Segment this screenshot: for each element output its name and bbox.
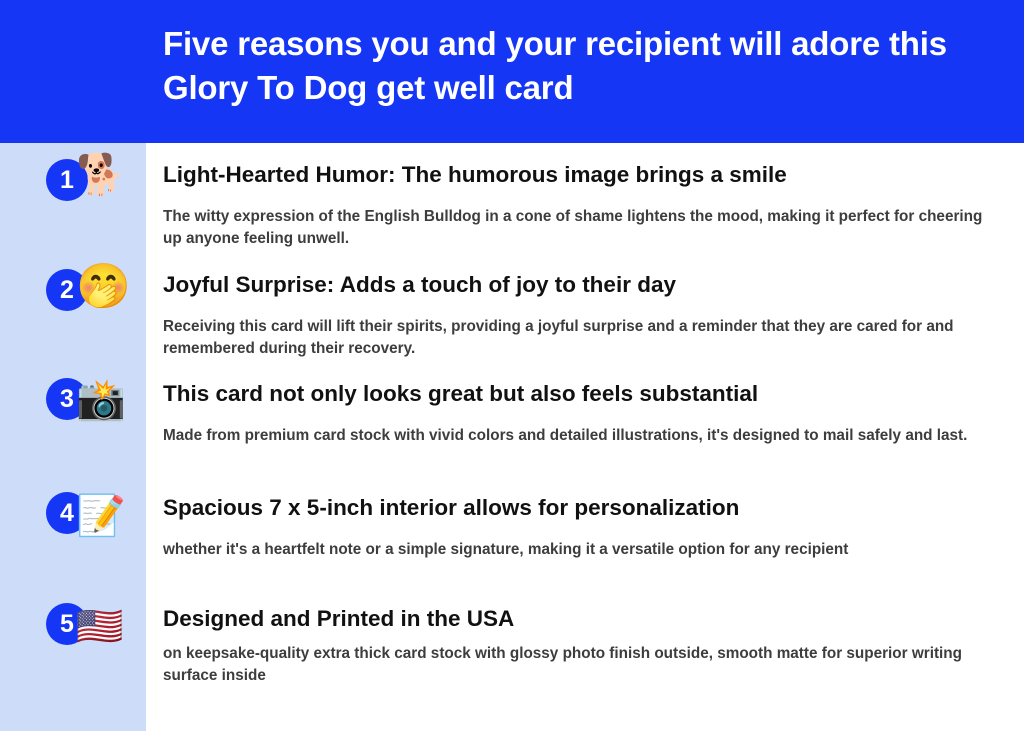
dog-icon: 🐕 <box>76 153 126 197</box>
reason-body: The witty expression of the English Bulldog in a cone of shame lightens the mood, making it perfect for cheering up anyone feeling unwell. <box>163 208 983 247</box>
reason-heading: Joyful Surprise: Adds a touch of joy to their day <box>163 272 676 297</box>
reason-number-badge: 3 <box>46 378 88 420</box>
badge-group <box>46 378 146 434</box>
writing-hand-note-icon: 📝 <box>76 494 126 538</box>
badge-group <box>46 153 146 215</box>
reason-body: whether it's a heartfelt note or a simple signature, making it a versatile option for any recipient <box>163 541 849 558</box>
reason-number-badge: 5 <box>46 603 88 645</box>
badge-group <box>46 492 146 548</box>
reason-number-badge: 1 <box>46 159 88 201</box>
badge-group <box>46 262 146 325</box>
reason-heading: Spacious 7 x 5-inch interior allows for personalization <box>163 495 740 520</box>
usa-flag-icon: 🇺🇸 <box>76 606 124 648</box>
reason-body: Receiving this card will lift their spirits, providing a joyful surprise and a reminder that they are cared for and remembered during their recovery. <box>163 318 954 357</box>
page-title: Five reasons you and your recipient will adore this Glory To Dog get well card <box>163 25 947 106</box>
reason-heading: Light-Hearted Humor: The humorous image brings a smile <box>163 162 787 187</box>
reasons-list <box>0 143 1024 731</box>
reason-heading: This card not only looks great but also feels substantial <box>163 381 759 406</box>
smiling-face-with-hand-icon: 🤭 <box>76 262 131 311</box>
reason-heading: Designed and Printed in the USA <box>163 606 515 631</box>
reason-body: Made from premium card stock with vivid colors and detailed illustrations, it's designed to mail safely and last. <box>163 427 968 444</box>
reason-number-badge: 4 <box>46 492 88 534</box>
badge-group <box>46 603 146 659</box>
reason-body: on keepsake-quality extra thick card stock with glossy photo finish outside, smooth matte for superior writing surface inside <box>163 645 962 684</box>
camera-shutter-icon: 📸 <box>76 378 126 422</box>
reason-number-badge: 2 <box>46 269 88 311</box>
header-banner <box>0 0 1024 143</box>
